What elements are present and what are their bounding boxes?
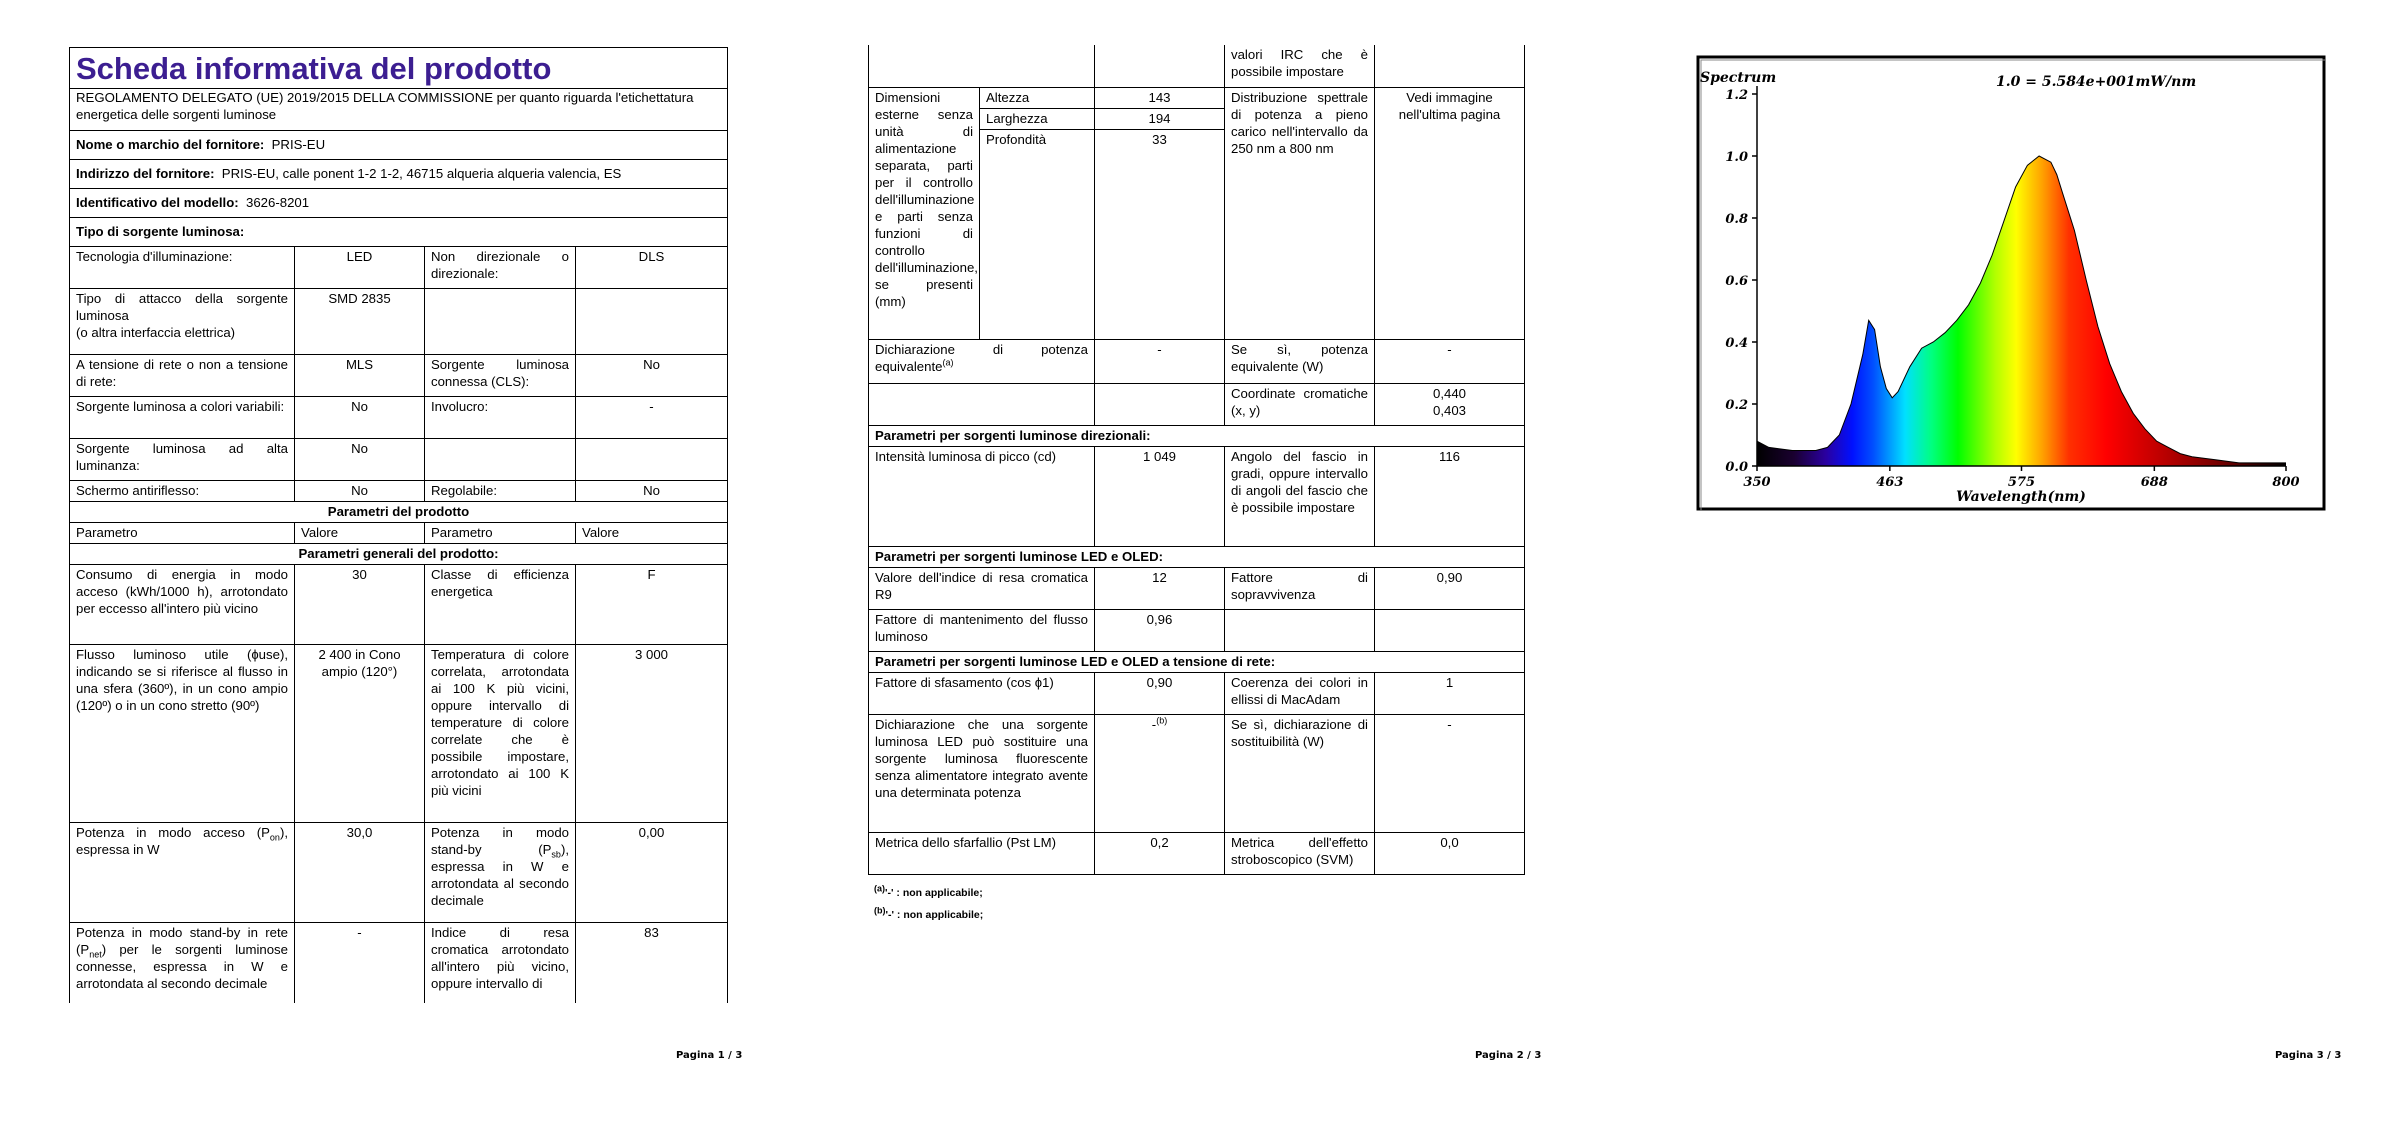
directional-label: Non direzionale o direzionale: bbox=[425, 247, 576, 289]
chromaticity-label: Coordinate cromatiche (x, y) bbox=[1225, 383, 1375, 425]
footnote-b-text: '-' : non applicabile; bbox=[885, 909, 984, 921]
efficiency-class-label: Classe di efficienza energetica bbox=[425, 565, 576, 645]
product-info-table-page2 bbox=[868, 45, 1525, 875]
footnote-b-ref: (b) bbox=[1156, 715, 1168, 726]
footnote-a-text: '-' : non applicabile; bbox=[885, 887, 983, 899]
product-params-header: Parametri del prodotto bbox=[70, 502, 728, 523]
chart-title: Spectrum bbox=[1700, 70, 1777, 86]
cri-continued: valori IRC che è possibile impostare bbox=[1225, 45, 1375, 87]
x-tick-label: 350 bbox=[1743, 475, 1771, 490]
power-factor-label: Fattore di sfasamento (cos ɸ1) bbox=[869, 672, 1095, 714]
network-standby-label-b: ) per le sorgenti luminose connesse, espressa in W e arrotondata al secondo decimale bbox=[76, 942, 288, 991]
macadam-value: 1 bbox=[1375, 672, 1525, 714]
chromaticity-value bbox=[1375, 383, 1525, 425]
equivalent-power-watt-label: Se sì, potenza equivalente (W) bbox=[1225, 339, 1375, 383]
col-header-value: Valore bbox=[295, 523, 425, 544]
equivalent-power-value: - bbox=[1095, 339, 1225, 383]
footnote-a-ref: (a) bbox=[942, 357, 954, 368]
replacement-claim-value bbox=[1095, 714, 1225, 832]
col-header-value-2: Valore bbox=[576, 523, 728, 544]
envelope-label: Involucro: bbox=[425, 397, 576, 439]
stroboscopic-label: Metrica dell'effetto stroboscopico (SVM) bbox=[1225, 832, 1375, 874]
power-factor-value: 0,90 bbox=[1095, 672, 1225, 714]
energy-consumption-label: Consumo di energia in modo acceso (kWh/1000 h), arrotondato per eccesso all'intero più vicino bbox=[70, 565, 295, 645]
height-label: Altezza bbox=[980, 87, 1095, 108]
regulation-text: REGOLAMENTO DELEGATO (UE) 2019/2015 DELLA COMMISSIONE per quanto riguarda l'etichettatura energetica delle sorgenti luminose bbox=[70, 89, 728, 131]
replacement-claim-label: Dichiarazione che una sorgente luminosa LED può sostituire una sorgente luminosa fluorescente senza alimentatore integrato avente una determinata potenza bbox=[869, 714, 1095, 832]
stroboscopic-value: 0,0 bbox=[1375, 832, 1525, 874]
directional-params-header: Parametri per sorgenti luminose direzionali: bbox=[869, 425, 1525, 446]
cap-type-cell bbox=[70, 289, 295, 355]
cap-type-label: Tipo di attacco della sorgente luminosa bbox=[76, 291, 288, 323]
color-tunable-label: Sorgente luminosa a colori variabili: bbox=[70, 397, 295, 439]
standby-power-label-b: ), espressa in W e arrotondata al secondo decimale bbox=[431, 842, 569, 908]
cap-type-value: SMD 2835 bbox=[295, 289, 425, 355]
document-title: Scheda informativa del prodotto bbox=[70, 48, 728, 89]
high-luminance-label: Sorgente luminosa ad alta luminanza: bbox=[70, 439, 295, 481]
x-tick-label: 688 bbox=[2140, 475, 2168, 490]
color-tunable-value: No bbox=[295, 397, 425, 439]
footnote-b bbox=[874, 905, 983, 925]
depth-label: Profondità bbox=[980, 129, 1095, 339]
dimmable-value: No bbox=[576, 481, 728, 502]
envelope-value: - bbox=[576, 397, 728, 439]
product-info-table-page1 bbox=[69, 47, 728, 1003]
y-tick-label: 1.2 bbox=[1725, 88, 1748, 103]
y-tick-label: 0.6 bbox=[1725, 274, 1748, 289]
on-mode-power-label bbox=[70, 823, 295, 923]
model-row bbox=[70, 189, 728, 218]
supplier-address-value: PRIS-EU, calle ponent 1-2 1-2, 46715 alqueria alqueria valencia, ES bbox=[221, 166, 622, 181]
mains-label: A tensione di rete o non a tensione di rete: bbox=[70, 355, 295, 397]
survival-factor-value: 0,90 bbox=[1375, 567, 1525, 609]
x-axis-label: Wavelength(nm) bbox=[1956, 489, 2086, 505]
beam-angle-label: Angolo del fascio in gradi, oppure intervallo di angoli del fascio che è possibile impostare bbox=[1225, 446, 1375, 546]
chromaticity-y: 0,403 bbox=[1432, 402, 1466, 418]
on-mode-power-sub: on bbox=[269, 832, 280, 843]
high-luminance-value: No bbox=[295, 439, 425, 481]
replacement-claim-dash: - bbox=[1151, 716, 1157, 732]
network-standby-value: - bbox=[295, 923, 425, 1003]
network-standby-sub: net bbox=[89, 949, 102, 960]
x-tick-label: 575 bbox=[2007, 475, 2036, 490]
cap-type-note: (o altra interfaccia elettrica) bbox=[76, 325, 236, 340]
y-tick-label: 0.8 bbox=[1725, 212, 1748, 227]
on-mode-power-label-a: Potenza in modo acceso (P bbox=[76, 825, 270, 840]
spd-value: Vedi immagine nell'ultima pagina bbox=[1375, 87, 1525, 339]
efficiency-class-value: F bbox=[576, 565, 728, 645]
replacement-watt-label: Se sì, dichiarazione di sostituibilità (W) bbox=[1225, 714, 1375, 832]
height-value: 143 bbox=[1095, 87, 1225, 108]
beam-angle-value: 116 bbox=[1375, 446, 1525, 546]
supplier-name-value: PRIS-EU bbox=[271, 137, 326, 152]
model-value: 3626-8201 bbox=[246, 195, 310, 210]
network-standby-label-a: Potenza in modo stand-by in rete (P bbox=[76, 925, 288, 957]
x-tick-label: 800 bbox=[2272, 475, 2300, 490]
cls-label: Sorgente luminosa connessa (CLS): bbox=[425, 355, 576, 397]
useful-flux-label: Flusso luminoso utile (ɸuse), indicando se si riferisce al flusso in una sfera (360º), in un cono ampio (120º) o in un cono stretto (90º) bbox=[70, 645, 295, 823]
equivalent-power-watt-value: - bbox=[1375, 339, 1525, 383]
y-tick-label: 0.4 bbox=[1725, 336, 1748, 351]
lumen-maintenance-label: Fattore di mantenimento del flusso luminoso bbox=[869, 609, 1095, 651]
general-params-header: Parametri generali del prodotto: bbox=[70, 544, 728, 565]
chromaticity-x: 0,440 bbox=[1432, 385, 1466, 401]
energy-consumption-value: 30 bbox=[295, 565, 425, 645]
chart-annotation: 1.0 = 5.584e+001mW/nm bbox=[1996, 74, 2197, 90]
useful-flux-value: 2 400 in Cono ampio (120°) bbox=[295, 645, 425, 823]
r9-value: 12 bbox=[1095, 567, 1225, 609]
mains-led-params-header: Parametri per sorgenti luminose LED e OLED a tensione di rete: bbox=[869, 651, 1525, 672]
standby-power-sub: sb bbox=[551, 849, 561, 860]
cri-label: Indice di resa cromatica arrotondato all'intero più vicino, oppure intervallo di bbox=[425, 923, 576, 1003]
spectrum-chart bbox=[1696, 55, 2326, 511]
y-tick-label: 0.2 bbox=[1725, 398, 1748, 413]
standby-power-label-a: Potenza in modo stand-by (P bbox=[431, 825, 569, 857]
y-tick-label: 0.0 bbox=[1725, 460, 1748, 475]
page-number-2: Pagina 2 / 3 bbox=[1475, 1050, 1542, 1061]
peak-intensity-label: Intensità luminosa di picco (cd) bbox=[869, 446, 1095, 546]
dimensions-label: Dimensioni esterne senza unità di alimentazione separata, parti per il controllo dell'illuminazione e parti senza funzioni di controllo dell'illuminazione, se presenti (mm) bbox=[869, 87, 980, 339]
led-params-header: Parametri per sorgenti luminose LED e OLED: bbox=[869, 546, 1525, 567]
footnote-a-mark: (a) bbox=[874, 883, 885, 894]
lighting-technology-value: LED bbox=[295, 247, 425, 289]
cct-label: Temperatura di colore correlata, arrotondata ai 100 K più vicini, oppure intervallo di temperature di colore correlate che è possibile impostare, arrotondato ai 100 K più vicini bbox=[425, 645, 576, 823]
page-2 bbox=[794, 0, 1588, 1123]
equivalent-power-label-text: Dichiarazione di potenza equivalente bbox=[875, 341, 1088, 374]
flicker-label: Metrica dello sfarfallio (Pst LM) bbox=[869, 832, 1095, 874]
col-header-param-2: Parametro bbox=[425, 523, 576, 544]
footnote-a bbox=[874, 883, 983, 903]
dimmable-label: Regolabile: bbox=[425, 481, 576, 502]
flicker-value: 0,2 bbox=[1095, 832, 1225, 874]
supplier-address-label: Indirizzo del fornitore: bbox=[76, 166, 215, 181]
cct-value: 3 000 bbox=[576, 645, 728, 823]
supplier-address-row bbox=[70, 160, 728, 189]
page-number-1: Pagina 1 / 3 bbox=[676, 1050, 743, 1061]
supplier-name-row bbox=[70, 131, 728, 160]
network-standby-label bbox=[70, 923, 295, 1003]
model-label: Identificativo del modello: bbox=[76, 195, 239, 210]
page-number-3: Pagina 3 / 3 bbox=[2275, 1050, 2342, 1061]
width-value: 194 bbox=[1095, 108, 1225, 129]
lighting-technology-label: Tecnologia d'illuminazione: bbox=[70, 247, 295, 289]
x-tick-label: 463 bbox=[1876, 475, 1904, 490]
spd-label: Distribuzione spettrale di potenza a pieno carico nell'intervallo da 250 nm a 800 nm bbox=[1225, 87, 1375, 339]
page-3 bbox=[1588, 0, 2382, 1123]
on-mode-power-label-b: ), espressa in W bbox=[76, 825, 288, 857]
on-mode-power-value: 30,0 bbox=[295, 823, 425, 923]
cls-value: No bbox=[576, 355, 728, 397]
equivalent-power-label bbox=[869, 339, 1095, 383]
peak-intensity-value: 1 049 bbox=[1095, 446, 1225, 546]
r9-label: Valore dell'indice di resa cromatica R9 bbox=[869, 567, 1095, 609]
anti-glare-value: No bbox=[295, 481, 425, 502]
anti-glare-label: Schermo antiriflesso: bbox=[70, 481, 295, 502]
directional-value: DLS bbox=[576, 247, 728, 289]
macadam-label: Coerenza dei colori in ellissi di MacAdam bbox=[1225, 672, 1375, 714]
standby-power-value: 0,00 bbox=[576, 823, 728, 923]
page-1 bbox=[0, 0, 794, 1123]
supplier-name-label: Nome o marchio del fornitore: bbox=[76, 137, 265, 152]
depth-value: 33 bbox=[1095, 129, 1225, 339]
y-tick-label: 1.0 bbox=[1725, 150, 1748, 165]
col-header-param: Parametro bbox=[70, 523, 295, 544]
mains-value: MLS bbox=[295, 355, 425, 397]
width-label: Larghezza bbox=[980, 108, 1095, 129]
standby-power-label bbox=[425, 823, 576, 923]
footnote-b-mark: (b) bbox=[874, 905, 886, 916]
survival-factor-label: Fattore di sopravvivenza bbox=[1225, 567, 1375, 609]
lumen-maintenance-value: 0,96 bbox=[1095, 609, 1225, 651]
source-type-label: Tipo di sorgente luminosa: bbox=[70, 218, 728, 247]
replacement-watt-value: - bbox=[1375, 714, 1525, 832]
cri-value: 83 bbox=[576, 923, 728, 1003]
